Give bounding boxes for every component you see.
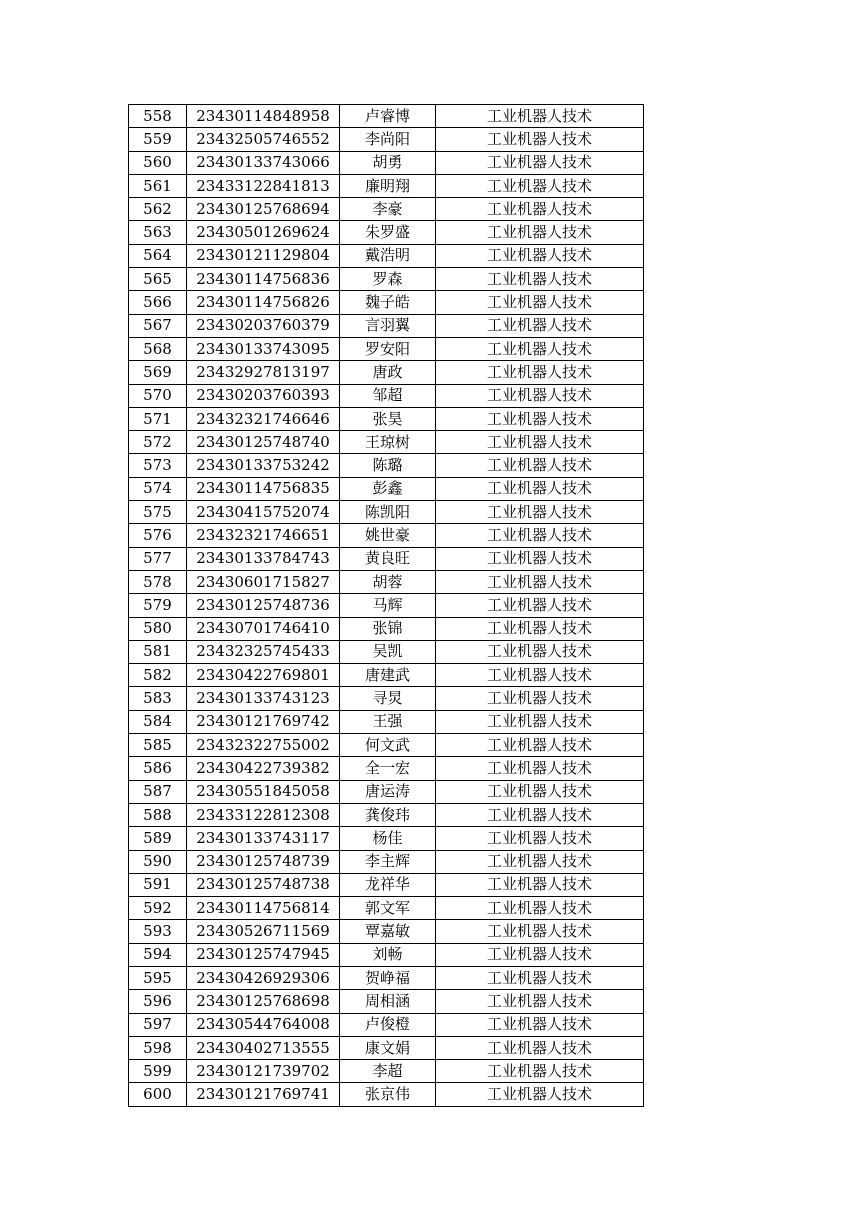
- student-name-cell: 张锦: [340, 617, 436, 640]
- major-cell: 工业机器人技术: [436, 198, 644, 221]
- candidate-id-cell: 23430125768694: [187, 198, 340, 221]
- row-number-cell: 579: [129, 594, 187, 617]
- student-name-cell: 李尚阳: [340, 128, 436, 151]
- candidate-id-cell: 23430526711569: [187, 920, 340, 943]
- student-name-cell: 王强: [340, 710, 436, 733]
- student-name-cell: 张京伟: [340, 1083, 436, 1106]
- student-name-cell: 魏子皓: [340, 291, 436, 314]
- row-number-cell: 561: [129, 174, 187, 197]
- student-name-cell: 龙祥华: [340, 873, 436, 896]
- major-cell: 工业机器人技术: [436, 221, 644, 244]
- major-cell: 工业机器人技术: [436, 710, 644, 733]
- candidate-id-cell: 23430133753242: [187, 454, 340, 477]
- row-number-cell: 568: [129, 337, 187, 360]
- major-cell: 工业机器人技术: [436, 966, 644, 989]
- student-name-cell: 胡蓉: [340, 570, 436, 593]
- row-number-cell: 577: [129, 547, 187, 570]
- student-name-cell: 卢睿博: [340, 105, 436, 128]
- table-row: [129, 454, 644, 477]
- major-cell: 工业机器人技术: [436, 990, 644, 1013]
- table-row: [129, 105, 644, 128]
- row-number-cell: 595: [129, 966, 187, 989]
- table-row: [129, 291, 644, 314]
- student-name-cell: 陈凯阳: [340, 501, 436, 524]
- table-row: [129, 501, 644, 524]
- table-row: [129, 268, 644, 291]
- student-name-cell: 彭鑫: [340, 477, 436, 500]
- student-name-cell: 唐运涛: [340, 780, 436, 803]
- student-name-cell: 唐建武: [340, 664, 436, 687]
- row-number-cell: 590: [129, 850, 187, 873]
- major-cell: 工业机器人技术: [436, 617, 644, 640]
- row-number-cell: 560: [129, 151, 187, 174]
- student-name-cell: 廉明翔: [340, 174, 436, 197]
- major-cell: 工业机器人技术: [436, 1060, 644, 1083]
- major-cell: 工业机器人技术: [436, 268, 644, 291]
- student-name-cell: 李豪: [340, 198, 436, 221]
- row-number-cell: 593: [129, 920, 187, 943]
- row-number-cell: 583: [129, 687, 187, 710]
- candidate-id-cell: 23430544764008: [187, 1013, 340, 1036]
- student-name-cell: 何文武: [340, 734, 436, 757]
- row-number-cell: 587: [129, 780, 187, 803]
- student-name-cell: 言羽翼: [340, 314, 436, 337]
- row-number-cell: 589: [129, 827, 187, 850]
- student-name-cell: 朱罗盛: [340, 221, 436, 244]
- candidate-id-cell: 23430125748738: [187, 873, 340, 896]
- major-cell: 工业机器人技术: [436, 640, 644, 663]
- major-cell: 工业机器人技术: [436, 803, 644, 826]
- major-cell: 工业机器人技术: [436, 873, 644, 896]
- student-name-cell: 张昊: [340, 407, 436, 430]
- candidate-id-cell: 23430133743117: [187, 827, 340, 850]
- row-number-cell: 573: [129, 454, 187, 477]
- student-name-cell: 周相涵: [340, 990, 436, 1013]
- candidate-id-cell: 23430203760379: [187, 314, 340, 337]
- major-cell: 工业机器人技术: [436, 128, 644, 151]
- table-row: [129, 943, 644, 966]
- candidate-id-cell: 23430203760393: [187, 384, 340, 407]
- student-name-cell: 郭文军: [340, 897, 436, 920]
- candidate-id-cell: 23430125768698: [187, 990, 340, 1013]
- major-cell: 工业机器人技术: [436, 570, 644, 593]
- candidate-id-cell: 23430114756814: [187, 897, 340, 920]
- candidate-id-cell: 23430125748740: [187, 431, 340, 454]
- major-cell: 工业机器人技术: [436, 244, 644, 267]
- row-number-cell: 569: [129, 361, 187, 384]
- row-number-cell: 596: [129, 990, 187, 1013]
- major-cell: 工业机器人技术: [436, 174, 644, 197]
- student-name-cell: 胡勇: [340, 151, 436, 174]
- row-number-cell: 586: [129, 757, 187, 780]
- row-number-cell: 582: [129, 664, 187, 687]
- table-row: [129, 850, 644, 873]
- major-cell: 工业机器人技术: [436, 501, 644, 524]
- candidate-id-cell: 23430133743066: [187, 151, 340, 174]
- major-cell: 工业机器人技术: [436, 105, 644, 128]
- major-cell: 工业机器人技术: [436, 547, 644, 570]
- row-number-cell: 598: [129, 1036, 187, 1059]
- major-cell: 工业机器人技术: [436, 1083, 644, 1106]
- candidate-id-cell: 23430114848958: [187, 105, 340, 128]
- table-row: [129, 407, 644, 430]
- row-number-cell: 571: [129, 407, 187, 430]
- candidate-id-cell: 23430125748736: [187, 594, 340, 617]
- candidate-id-cell: 23430125747945: [187, 943, 340, 966]
- table-row: [129, 174, 644, 197]
- row-number-cell: 574: [129, 477, 187, 500]
- student-name-cell: 李主辉: [340, 850, 436, 873]
- table-row: [129, 244, 644, 267]
- major-cell: 工业机器人技术: [436, 361, 644, 384]
- row-number-cell: 584: [129, 710, 187, 733]
- candidate-id-cell: 23432325745433: [187, 640, 340, 663]
- row-number-cell: 564: [129, 244, 187, 267]
- student-name-cell: 寻炅: [340, 687, 436, 710]
- table-row: [129, 920, 644, 943]
- major-cell: 工业机器人技术: [436, 1036, 644, 1059]
- candidate-id-cell: 23430121769741: [187, 1083, 340, 1106]
- table-row: [129, 617, 644, 640]
- student-name-cell: 唐政: [340, 361, 436, 384]
- major-cell: 工业机器人技术: [436, 524, 644, 547]
- candidate-id-cell: 23430125748739: [187, 850, 340, 873]
- candidate-id-cell: 23432927813197: [187, 361, 340, 384]
- candidate-id-cell: 23430415752074: [187, 501, 340, 524]
- major-cell: 工业机器人技术: [436, 337, 644, 360]
- candidate-id-cell: 23430114756836: [187, 268, 340, 291]
- student-name-cell: 贺峥福: [340, 966, 436, 989]
- student-name-cell: 邹超: [340, 384, 436, 407]
- row-number-cell: 559: [129, 128, 187, 151]
- student-name-cell: 姚世豪: [340, 524, 436, 547]
- student-name-cell: 王琼树: [340, 431, 436, 454]
- table-row: [129, 594, 644, 617]
- student-name-cell: 龚俊玮: [340, 803, 436, 826]
- table-row: [129, 1013, 644, 1036]
- major-cell: 工业机器人技术: [436, 291, 644, 314]
- candidate-id-cell: 23433122812308: [187, 803, 340, 826]
- student-name-cell: 卢俊橙: [340, 1013, 436, 1036]
- row-number-cell: 558: [129, 105, 187, 128]
- table-row: [129, 710, 644, 733]
- major-cell: 工业机器人技术: [436, 943, 644, 966]
- table-row: [129, 827, 644, 850]
- table-row: [129, 337, 644, 360]
- candidate-id-cell: 23432505746552: [187, 128, 340, 151]
- candidate-id-cell: 23430601715827: [187, 570, 340, 593]
- table-row: [129, 361, 644, 384]
- table-row: [129, 803, 644, 826]
- candidate-id-cell: 23430121739702: [187, 1060, 340, 1083]
- table-row: [129, 314, 644, 337]
- candidate-id-cell: 23430551845058: [187, 780, 340, 803]
- major-cell: 工业机器人技术: [436, 850, 644, 873]
- candidate-id-cell: 23430133784743: [187, 547, 340, 570]
- row-number-cell: 585: [129, 734, 187, 757]
- row-number-cell: 575: [129, 501, 187, 524]
- major-cell: 工业机器人技术: [436, 687, 644, 710]
- row-number-cell: 566: [129, 291, 187, 314]
- candidate-id-cell: 23430701746410: [187, 617, 340, 640]
- student-name-cell: 陈璐: [340, 454, 436, 477]
- candidate-id-cell: 23433122841813: [187, 174, 340, 197]
- table-row: [129, 966, 644, 989]
- table-row: [129, 524, 644, 547]
- candidate-id-cell: 23430422769801: [187, 664, 340, 687]
- table-row: [129, 734, 644, 757]
- row-number-cell: 599: [129, 1060, 187, 1083]
- row-number-cell: 567: [129, 314, 187, 337]
- student-name-cell: 吴凯: [340, 640, 436, 663]
- major-cell: 工业机器人技术: [436, 664, 644, 687]
- table-row: [129, 687, 644, 710]
- major-cell: 工业机器人技术: [436, 151, 644, 174]
- row-number-cell: 563: [129, 221, 187, 244]
- student-name-cell: 李超: [340, 1060, 436, 1083]
- table-row: [129, 128, 644, 151]
- table-row: [129, 1060, 644, 1083]
- student-name-cell: 覃嘉敏: [340, 920, 436, 943]
- candidate-id-cell: 23430114756835: [187, 477, 340, 500]
- candidate-id-cell: 23430133743095: [187, 337, 340, 360]
- major-cell: 工业机器人技术: [436, 920, 644, 943]
- student-name-cell: 戴浩明: [340, 244, 436, 267]
- row-number-cell: 594: [129, 943, 187, 966]
- table-row: [129, 477, 644, 500]
- candidate-id-cell: 23430501269624: [187, 221, 340, 244]
- major-cell: 工业机器人技术: [436, 431, 644, 454]
- table-row: [129, 757, 644, 780]
- row-number-cell: 562: [129, 198, 187, 221]
- major-cell: 工业机器人技术: [436, 734, 644, 757]
- major-cell: 工业机器人技术: [436, 384, 644, 407]
- table-row: [129, 1036, 644, 1059]
- candidate-id-cell: 23432322755002: [187, 734, 340, 757]
- major-cell: 工业机器人技术: [436, 407, 644, 430]
- major-cell: 工业机器人技术: [436, 780, 644, 803]
- row-number-cell: 588: [129, 803, 187, 826]
- major-cell: 工业机器人技术: [436, 1013, 644, 1036]
- row-number-cell: 591: [129, 873, 187, 896]
- student-name-cell: 杨佳: [340, 827, 436, 850]
- student-name-cell: 罗森: [340, 268, 436, 291]
- table-row: [129, 221, 644, 244]
- row-number-cell: 570: [129, 384, 187, 407]
- row-number-cell: 581: [129, 640, 187, 663]
- candidate-id-cell: 23430133743123: [187, 687, 340, 710]
- table-row: [129, 873, 644, 896]
- table-row: [129, 990, 644, 1013]
- major-cell: 工业机器人技术: [436, 477, 644, 500]
- major-cell: 工业机器人技术: [436, 757, 644, 780]
- student-name-cell: 马辉: [340, 594, 436, 617]
- table-row: [129, 384, 644, 407]
- candidate-id-cell: 23432321746651: [187, 524, 340, 547]
- candidate-id-cell: 23430121129804: [187, 244, 340, 267]
- major-cell: 工业机器人技术: [436, 897, 644, 920]
- table-row: [129, 897, 644, 920]
- major-cell: 工业机器人技术: [436, 827, 644, 850]
- major-cell: 工业机器人技术: [436, 454, 644, 477]
- row-number-cell: 597: [129, 1013, 187, 1036]
- major-cell: 工业机器人技术: [436, 594, 644, 617]
- row-number-cell: 578: [129, 570, 187, 593]
- candidate-id-cell: 23430402713555: [187, 1036, 340, 1059]
- table-row: [129, 570, 644, 593]
- roster-table-body: [129, 105, 644, 1107]
- table-row: [129, 431, 644, 454]
- table-row: [129, 780, 644, 803]
- row-number-cell: 565: [129, 268, 187, 291]
- student-name-cell: 刘畅: [340, 943, 436, 966]
- major-cell: 工业机器人技术: [436, 314, 644, 337]
- row-number-cell: 572: [129, 431, 187, 454]
- row-number-cell: 600: [129, 1083, 187, 1106]
- table-row: [129, 198, 644, 221]
- row-number-cell: 592: [129, 897, 187, 920]
- table-row: [129, 664, 644, 687]
- student-name-cell: 罗安阳: [340, 337, 436, 360]
- student-name-cell: 全一宏: [340, 757, 436, 780]
- row-number-cell: 576: [129, 524, 187, 547]
- student-name-cell: 黄良旺: [340, 547, 436, 570]
- table-row: [129, 151, 644, 174]
- candidate-id-cell: 23430114756826: [187, 291, 340, 314]
- candidate-id-cell: 23430121769742: [187, 710, 340, 733]
- row-number-cell: 580: [129, 617, 187, 640]
- table-row: [129, 1083, 644, 1106]
- candidate-id-cell: 23432321746646: [187, 407, 340, 430]
- student-roster-table: [128, 104, 644, 1107]
- table-row: [129, 640, 644, 663]
- candidate-id-cell: 23430426929306: [187, 966, 340, 989]
- candidate-id-cell: 23430422739382: [187, 757, 340, 780]
- student-name-cell: 康文娟: [340, 1036, 436, 1059]
- table-row: [129, 547, 644, 570]
